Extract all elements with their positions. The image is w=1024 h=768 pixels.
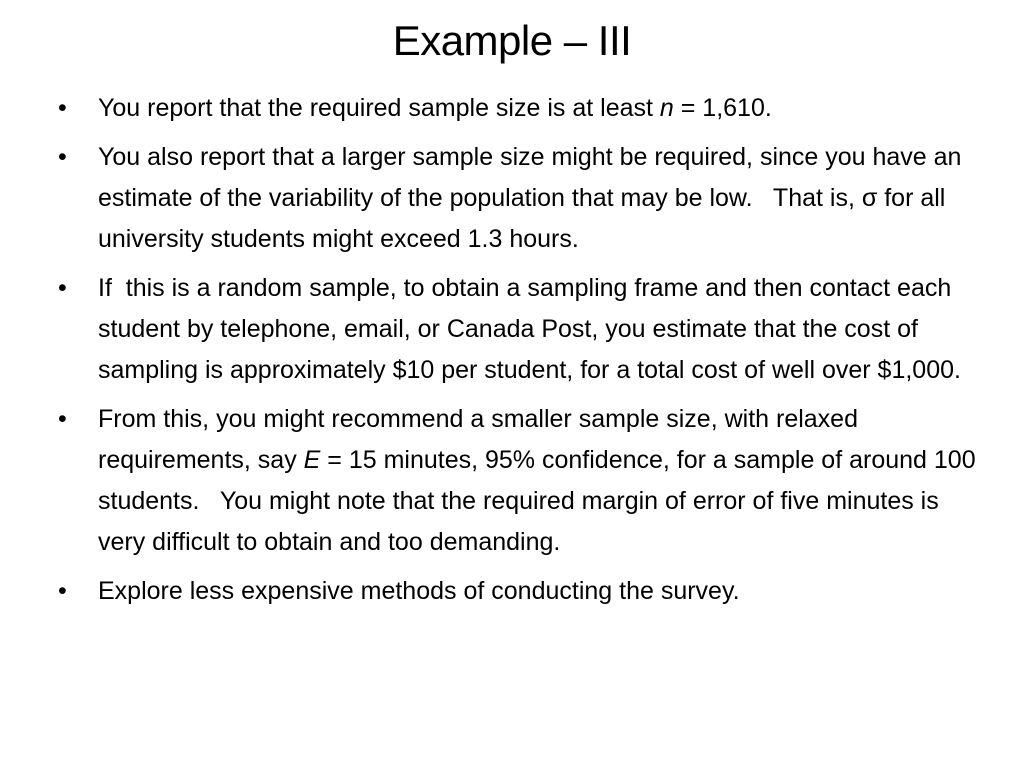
bullet-icon: • <box>58 94 67 122</box>
slide-title: Example – III <box>392 17 632 64</box>
variable-e: E <box>303 446 321 474</box>
bullet-text-part: From this, you might recommend a smaller sample size, with relaxed requirements, say <box>98 405 858 474</box>
bullet-text-part: You report that the required sample size is at least <box>98 94 660 122</box>
bullet-item <box>58 137 978 260</box>
bullet-icon: • <box>58 405 67 433</box>
bullet-icon: • <box>58 143 67 171</box>
bullet-icon: • <box>58 274 67 302</box>
bullet-text-part: Explore less expensive methods of conducting the survey. <box>98 577 740 605</box>
bullet-text-part: If this is a random sample, to obtain a sampling frame and then contact each student by telephone, email, or Canada Post, you estimate that the cost of sampling is approximately $10 per student, for a total cost of well over $1,000. <box>98 274 961 384</box>
variable-n: n <box>659 94 674 122</box>
bullet-text <box>98 274 961 384</box>
bullet-item <box>58 571 978 612</box>
bullet-text-part: You also report that a larger sample size might be required, since you have an estimate of the variability of the population that may be low. That is, σ for all university students might exceed 1.3 hours. <box>98 143 969 253</box>
bullet-text <box>98 94 772 122</box>
bullet-item <box>58 399 983 563</box>
bullet-text <box>98 143 968 253</box>
bullet-icon: • <box>58 577 67 605</box>
bullet-text-part: = 1,610. <box>673 94 772 122</box>
bullet-text <box>98 405 983 556</box>
bullet-text <box>98 577 740 605</box>
bullet-text-part: = 15 minutes, 95% confidence, for a sample of around 100 students. You might note that the required margin of error of five minutes is very difficult to obtain and too demanding. <box>98 446 983 556</box>
bullet-list <box>58 88 983 620</box>
bullet-item <box>58 268 978 391</box>
bullet-item <box>58 88 978 129</box>
